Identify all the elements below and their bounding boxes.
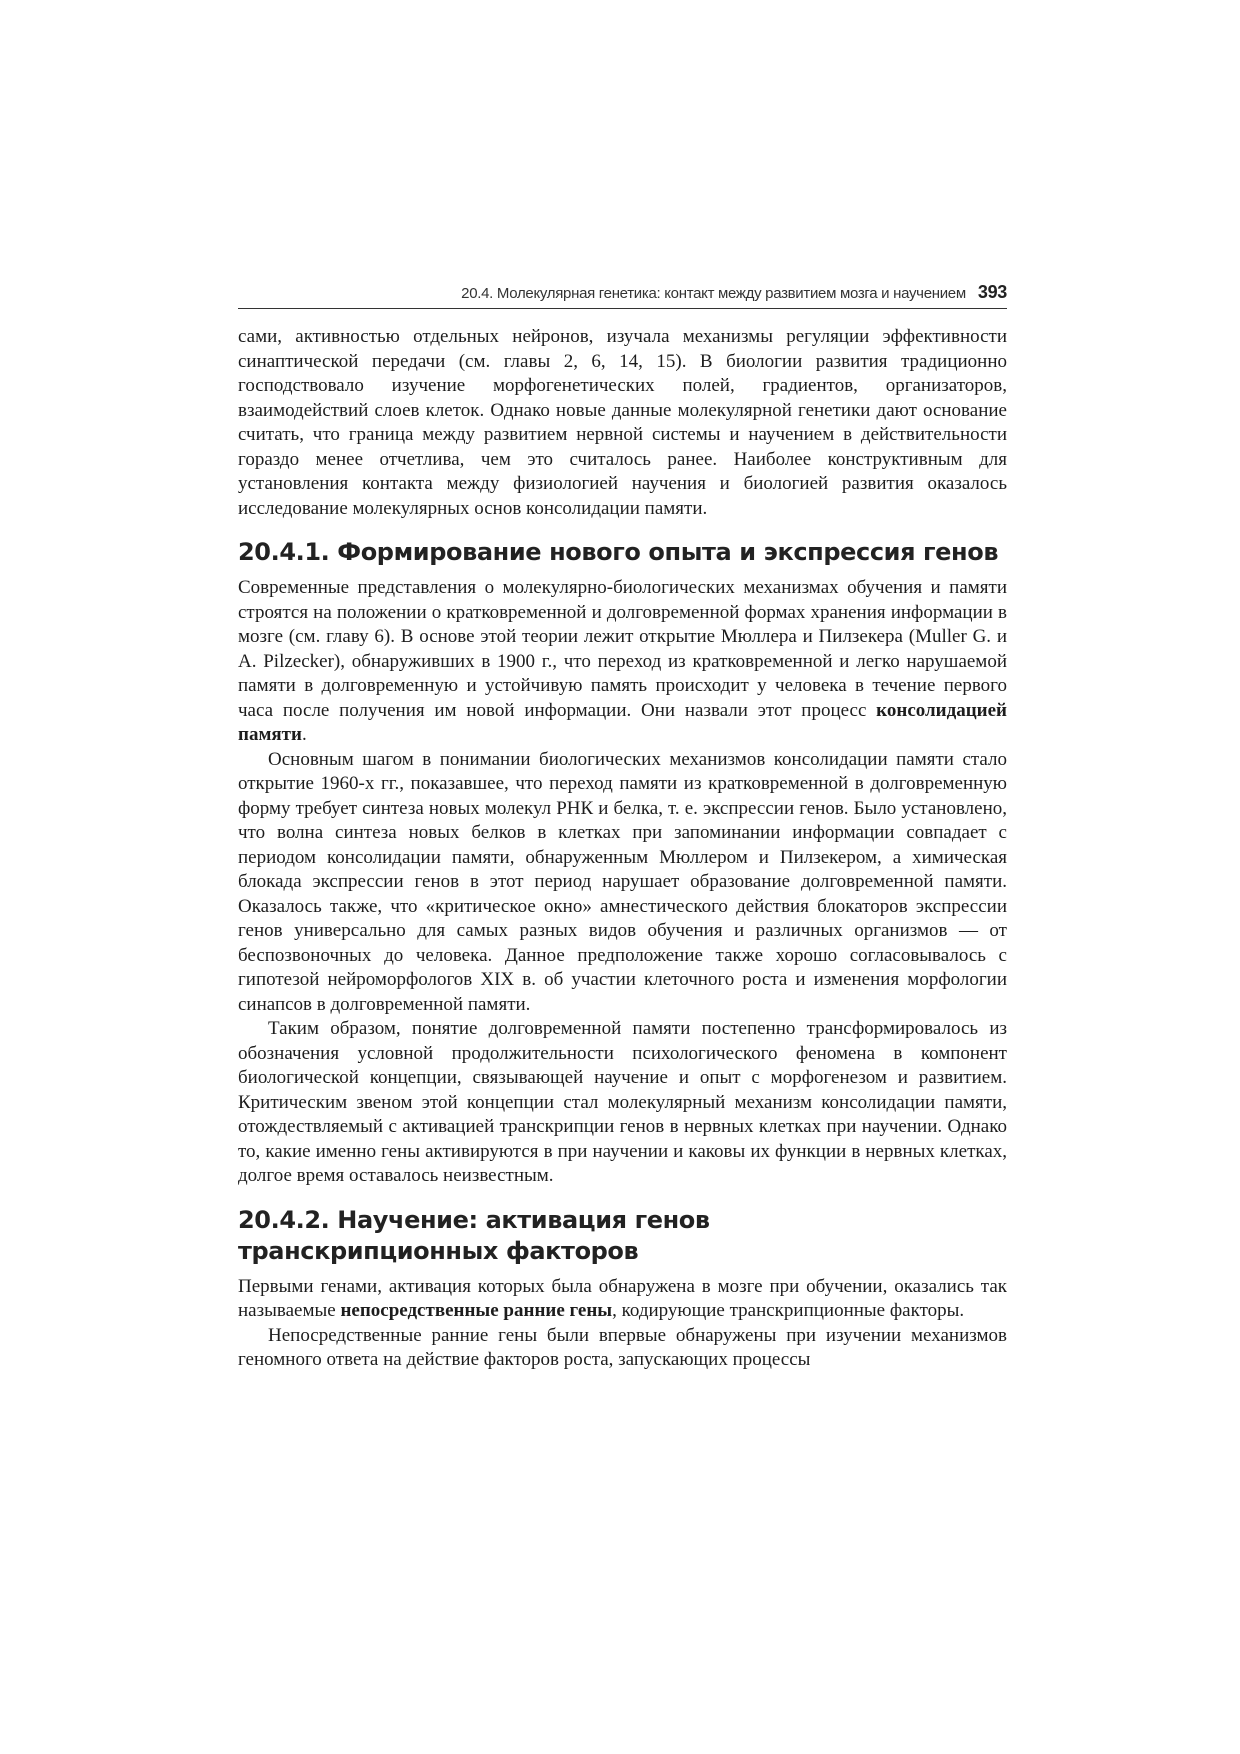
section2-paragraph-1-start: Первыми генами, активация которых была обнаружена в мозге при обучении, оказались так называемые: [238, 1275, 1007, 1321]
section1-paragraph-1: [238, 576, 1007, 748]
book-page: [238, 282, 1007, 1373]
body-text: [238, 325, 1007, 1373]
term-memory-consolidation: консолидацией памяти: [238, 699, 1007, 745]
section1-paragraph-1-end: .: [301, 724, 307, 745]
page-number: 393: [977, 282, 1007, 302]
running-header: [238, 282, 1007, 309]
intro-paragraph: сами, активностью отдельных нейронов, изучала механизмы регуляции эффективности синаптической передачи (см. главы 2, 6, 14, 15). В биологии развития традиционно господствовало изучение морфогенетических полей, градиентов, организаторов, взаимодействий слоев клеток. Однако новые данные молекулярной генетики дают основание считать, что граница между развитием нервной системы и научением в действительности гораздо менее отчетлива, чем это считалось ранее. Наиболее конструктивным для установления контакта между физиологией научения и биологией развития оказалось исследование молекулярных основ консолидации памяти.: [238, 326, 1007, 519]
section2-paragraph-1-end: , кодирующие транскрипционные факторы.: [612, 1300, 965, 1321]
term-immediate-early-genes: непосредственные ранние гены: [340, 1300, 613, 1321]
section-heading-20-4-2: 20.4.2. Научение: активация генов транскрипционных факторов: [238, 1205, 710, 1265]
section1-paragraph-2: Основным шагом в понимании биологических механизмов консолидации памяти стало открытие 1960-х гг., показавшее, что переход памяти из кратковременной в долговременную форму требует синтеза новых молекул РНК и белка, т. е. экспрессии генов. Было установлено, что волна синтеза новых белков в клетках при запоминании информации совпадает с периодом консолидации памяти, обнаруженным Мюллером и Пилзекером, а химическая блокада экспрессии генов в этот период нарушает образование долговременной памяти. Оказалось также, что «критическое окно» амнестического действия блокаторов экспрессии генов универсально для самых разных видов обучения и различных организмов — от беспозвоночных до человека. Данное предположение также хорошо согласовывалось с гипотезой нейроморфологов XIX в. об участии клеточного роста и изменения морфологии синапсов в долговременной памяти.: [238, 748, 1007, 1015]
section2-paragraph-1: [238, 1275, 1007, 1324]
section1-paragraph-1-text: Современные представления о молекулярно-биологических механизмах обучения и памяти строятся на положении о кратковременной и долговременной формах хранения информации в мозге (см. главу 6). В основе этой теории лежит открытие Мюллера и Пилзекера (Muller G. и A. Pilzecker), обнаруживших в 1900 г., что переход из кратковременной и легко нарушаемой памяти в долговременную и устойчивую память происходит у человека в течение первого часа после получения им новой информации. Они назвали этот процесс: [238, 577, 1007, 721]
section2-paragraph-2: Непосредственные ранние гены были впервые обнаружены при изучении механизмов геномного ответа на действие факторов роста, запускающих процессы: [238, 1324, 1007, 1370]
section-heading-20-4-1: 20.4.1. Формирование нового опыта и экспрессия генов: [238, 538, 999, 566]
section1-paragraph-3: Таким образом, понятие долговременной памяти постепенно трансформировалось из обозначения условной продолжительности психологического феномена в компонент биологической концепции, связывающей научение и опыт с морфогенезом и развитием. Критическим звеном этой концепции стал молекулярный механизм консолидации памяти, отождествляемый с активацией транскрипции генов в нервных клетках при научении. Однако то, какие именно гены активируются в при научении и каковы их функции в нервных клетках, долгое время оставалось неизвестным.: [238, 1018, 1007, 1186]
running-title: 20.4. Молекулярная генетика: контакт между развитием мозга и научением: [461, 285, 966, 302]
